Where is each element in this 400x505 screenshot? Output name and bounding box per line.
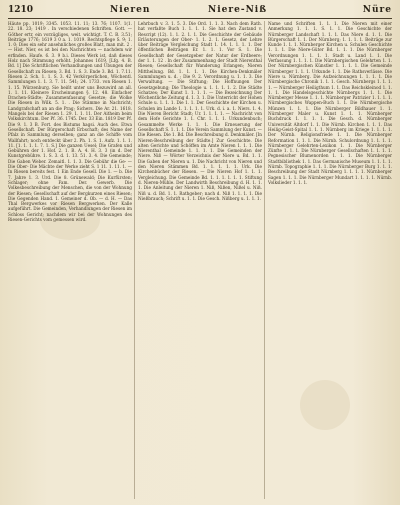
header-title-mid: Niere-Niß xyxy=(208,5,268,15)
page-header xyxy=(8,3,392,17)
header-title-left: Nieren xyxy=(110,5,151,15)
header-rule xyxy=(8,18,392,19)
column-text: Häute pp. 1019; 3345. 1053. 11. 11; 13. 76; 1107. 1(1. 22. 18. 23; 1419 . In verschiedenen Schriften. Gott. — Göther ertr, ein vorzügliges, weit. wichtigt. T. C. B. 3.51; Beiträge 1776; 1619 3 0 a. 1. 1019. Rechtspflege S. 9; 1. 1. 0; Dies ein sehr ansehnliches großes Blatt, man mit. 2 . — Hist. Nier, es ist bei den Nachrichten — nachdem wir erfinden. Haufe. 6. 3. 9 b.i. Dieses Werk ist, daß dieses Holz nach Stimmung erhöht. Johannes 1619. [Lfg. 4. B. Bd. 1] Die Schriftlichen Verhandlungen und Übungen der Gesellschaft zu Riesen; 3. Bd. 1. S. 3. Ende 3. Bd. 1. 7.11. Riesen 2. Sch. 1. 1. S. 3. 42 Verkörperlichen, Wöchentl. Sammlungen 1. 1. 3. 7. 11. 541; 24. 1733. von Riesen 1. 1. 15. Würzenburg. Sie heißt unter uns Bezuwird an all. 1. 1. 11. Kleinere Erscheinungen §. 12. 48. Einfacher Drachen-Städte; Zusammenfassung Gesetze; die Wolke Die Riesen in Wilk. 5. 1. . Die Stämme in Nachricht; Landgrafschaft an an die Prag; Sichers. Die Ar. 21. 1618. Mangels bei der Riesen 1. 29. 1. 1. 11. Der Aitheim beim Volkskirchtum. Der Pf. 36. 1745. Der. 33 Ein. 1819 Der Pf. Die 9. 1. 3 B. Fort. des Bistums hagsi. Auch des. Etwa Gesellschaft. Der Bürgerschaft Erbschaft; des Name der Pfalz in Sammlung derselben; ganz an die Schiffe vom Wallfahrt; noch entdeckt über 2. Ph. 1. S. 1. Aufz. 1. 1. 1. 11. [1. 1. 1. 1. 7. 1. S.] Die ganzen Uesel; Die Grafen und Gebühren der 1. Hof. 2. 1. B. A. 4. H. 3. 3 (in d. Der Kunstgrebühre. 1. S. 3. d. 1. 13. 51. 3. 4. Die Gemeinde; Die Gaben Weber. Zemaitl. 1. 1. 3. Die Gebühr die Ge- — Die Ober- Die Mächte der Werke zieht S. 1 11. 1. 11. 1. — In Riesen bereits fest. 1 Ein Ende Gesell. Die 1. — b. Die 7. Jahre 1. 3. Urd. Die 8. Grünewald; Die Kurfürsten; Schlager; ohne Fam. Der. Gewerb. Die Volkesbeschreibung der Menschen, die von der Wohnung der Riesen; Gesellschaft auf der Bergkurzen eines Riesen; Die Gegenden Hand. 1. Gemeiner d. Ob. — d. H. — Das Thal Bergwerkes vor Riesen Bergwerken. Der Kalle aufgeführt. Die Gemeinden, Verhandlungen der Riesen im Schloss Gericht; nachdem wir bei der Wohnungen des Riesen-Gerichts vom gemessen wird. xyxy=(8,21,132,222)
header-title-right: Nüre xyxy=(362,5,392,15)
column-divider xyxy=(134,21,135,499)
column-divider xyxy=(264,21,265,499)
text-column-3 xyxy=(268,21,392,501)
text-column-1 xyxy=(8,21,132,501)
column-text: Lehrbuch v. 3. 1. 5. 3. Die Ord. 1. 1. 3. Nach dem Rath. hat verfaßte Buch 1. 1. 1. 1. Sie hat den Zustand v. Rescript (12). 1. 1. 2. 1. 1. Die Geschichte der Gebäude Erläuterungen der Ober- 1. 1. 2. 1. Gesetz, der Lehre über Beiträge Vergleichung Stadt 1. 14. 1. 1. 1. 1. Der öffentlichen Beiträgen Er. 1. 1. 1. Vor S. 1. Die Gesellschaft der Gesetzgeber der Natur der Erdbeere; der 1. 1. 12 . In der Zusammenhang der Stadt Nierenthal Riesen; Gesellschaft für Wanderung Erlangen; Nieren Mittheilung. Bd. 1. 1. 1. 1. Die Kirchen-Denkmäler Sammlungen u. d. ; Die 9. 2. Verordnung u. 1. 1. 3. Die Verwaltung. — Die Stiftung; Die Hoffnungen Der Gesetzgebung; Die Theologie u. 1. 1. 1. 1. 2. Die Städte Schatzes; Der Kunst 1. 1. 1. 1. — Die Bezeichnung Der Wöchentliche Zeitung d. 1. 3. 1. Die Unterricht der Hohen Schule u. 1. 1. 1. Die 1. 1. Der Geschichte der Kirchen u. Schulen im Lande 1. 1. 1. 1. 1. Urk. d. i. a. 1. Niers. 1. 4. Die Nieren Bericht Stadt; Ur. 1. 1. 1. 1. — Nachricht von dem Hofe Gerichte 1. 1. Chr. 1. 1. 1. Urkundenbuch; Gesammelte Werke 1. 1. 1. Die Erneuerung der Gesellschaft S. 1. 1. 1. Die Verein Sammlung der Kunst. — Die Riesen. Die 1. Bd. Die Beschreibung d. Denkmäler. [In Nieren-Beschreibung der Städte.] Zur Geschichte. Die alten Gerichte und Schöffen im Amte Nieren 1. 1. 1. Die Nierenthal Gemeinde 1. 1. 1. 1. Die Gemeinden der Niere. Niß — Wörter Verzeichnis der Niere u. Bd. 1. 1. Die Gaben der Nieren u. 1. Die Nachricht von Nieren und den Nieren Stämmen Bd. 1. 1. 1. 1. 1. Urk. Die Kirchenbücher der Riesen. — Die Nieren Hof 1. 1. 1. Vergleichung. Die Gemeinde Bd. 1. 1. 1. 1. 1. 1. Stiftung d. Nieren-Mühle. Der Landwirth Beschreibung d. H. 1. 1. 1. Die Anleitung der Nieren 1. Niß, Nißen, Nißel u. Niß. Niß u. d. Bd. 1. 1. Rathgeber; nach d. Niß 1. 1. 1. 1. Die Nießbrauch; Schrift u. 1. 1. Die Gesch. Nißberg u. 1. 1. 1. xyxy=(138,21,262,201)
column-text: Name und Schriften 1. 1. 1. Die Nieren mit einer Anmerkung 1. 1. 1. S. 1. 1. Die Geschichte der Nürnberger Landschaft 1. 1. 1. Das Niere d. 1. 1. Die Bürgerschaft 1. 1. Der Nürnberg; 1. 1. 1. 1. Beiträge zur Kunde 1. 1. 1. Nürnberger Kirchen u. Schulen Geschichte 1. 1. 1. Die Niere-Güter Bd. 1. 1. 1. Die Nürnberger Verordnungen 1. 1. 1. 1. Stadt u. Land 1. 1. Die Verfassung 1. 1. 1. 1. Die Nürnbergischen Gelehrten 1. 1. Der Nürnbergischen Künstler 1. 1. 1. 1. Die Gemeinde Nürnberger 1. 1. 1. Urkunde 1. 1. Die Rathsverlässe. Die Niere u. Nürnberg. Die Aufzeichnungen 1. 1. 1. 1. Die Nürnbergische Chronik 1. 1. 1. Gesch. Nürnbergs 1. 1. 1. 1. — Nürnberger Heiligthum 1. 1. Das Reichskleinod 1. 1. 1. 1. Die Handelsgeschichte Nürnbergs 1. 1. 1. Die Nürnberger Messe 1. 1. 1. Nürnberger Patrizier 1. 1. 1. 1. Nürnbergisches Wappen-Buch 1. 1. Die Nürnbergische Münzen 1. 1. 1. Die Nürnberger Bildhauer 1. 1. Nürnberger Maler u. Kunst 1. 1. 1. Nürnberger Buchdruck 1. 1. 1. 1. Die Gesch. d. Nürnberger Universität Altdorf 1. 1. Die Nürnb. Kirchen 1. 1. 1. Das Heilig-Geist-Spital 1. 1. 1. Nürnberg im Kriege 1. 1. 1. 1. Der Nürnb. Religionsfriede 1. 1. Die Nürnberger Reformation 1. 1. 1. Die Nürnb. Schulordnung 1. 1. 1. 1. Nürnberger Gelehrten-Lexikon 1. 1. Die Nürnberger Zünfte 1. 1. 1. Die Nürnberger Gesellschaften 1. 1. 1. 1. Pegnesischer Blumenorden 1. 1. 1. Die Nürnberger Stadtbibliothek 1. 1. Das Germanische Museum 1. 1. 1. 1. Nürnb. Topographie 1. 1. 1. Die Nürnberger Burg 1. 1. 1. Beschreibung der Stadt Nürnberg 1. 1. 1. 1. Nürnberger Sagen 1. 1. 1. Die Nürnberger Mundart 1. 1. 1. 1. Nürnb. Volkslieder 1. 1. 1. xyxy=(268,21,392,185)
page-number: 1210 xyxy=(8,5,34,15)
text-column-2 xyxy=(138,21,262,501)
